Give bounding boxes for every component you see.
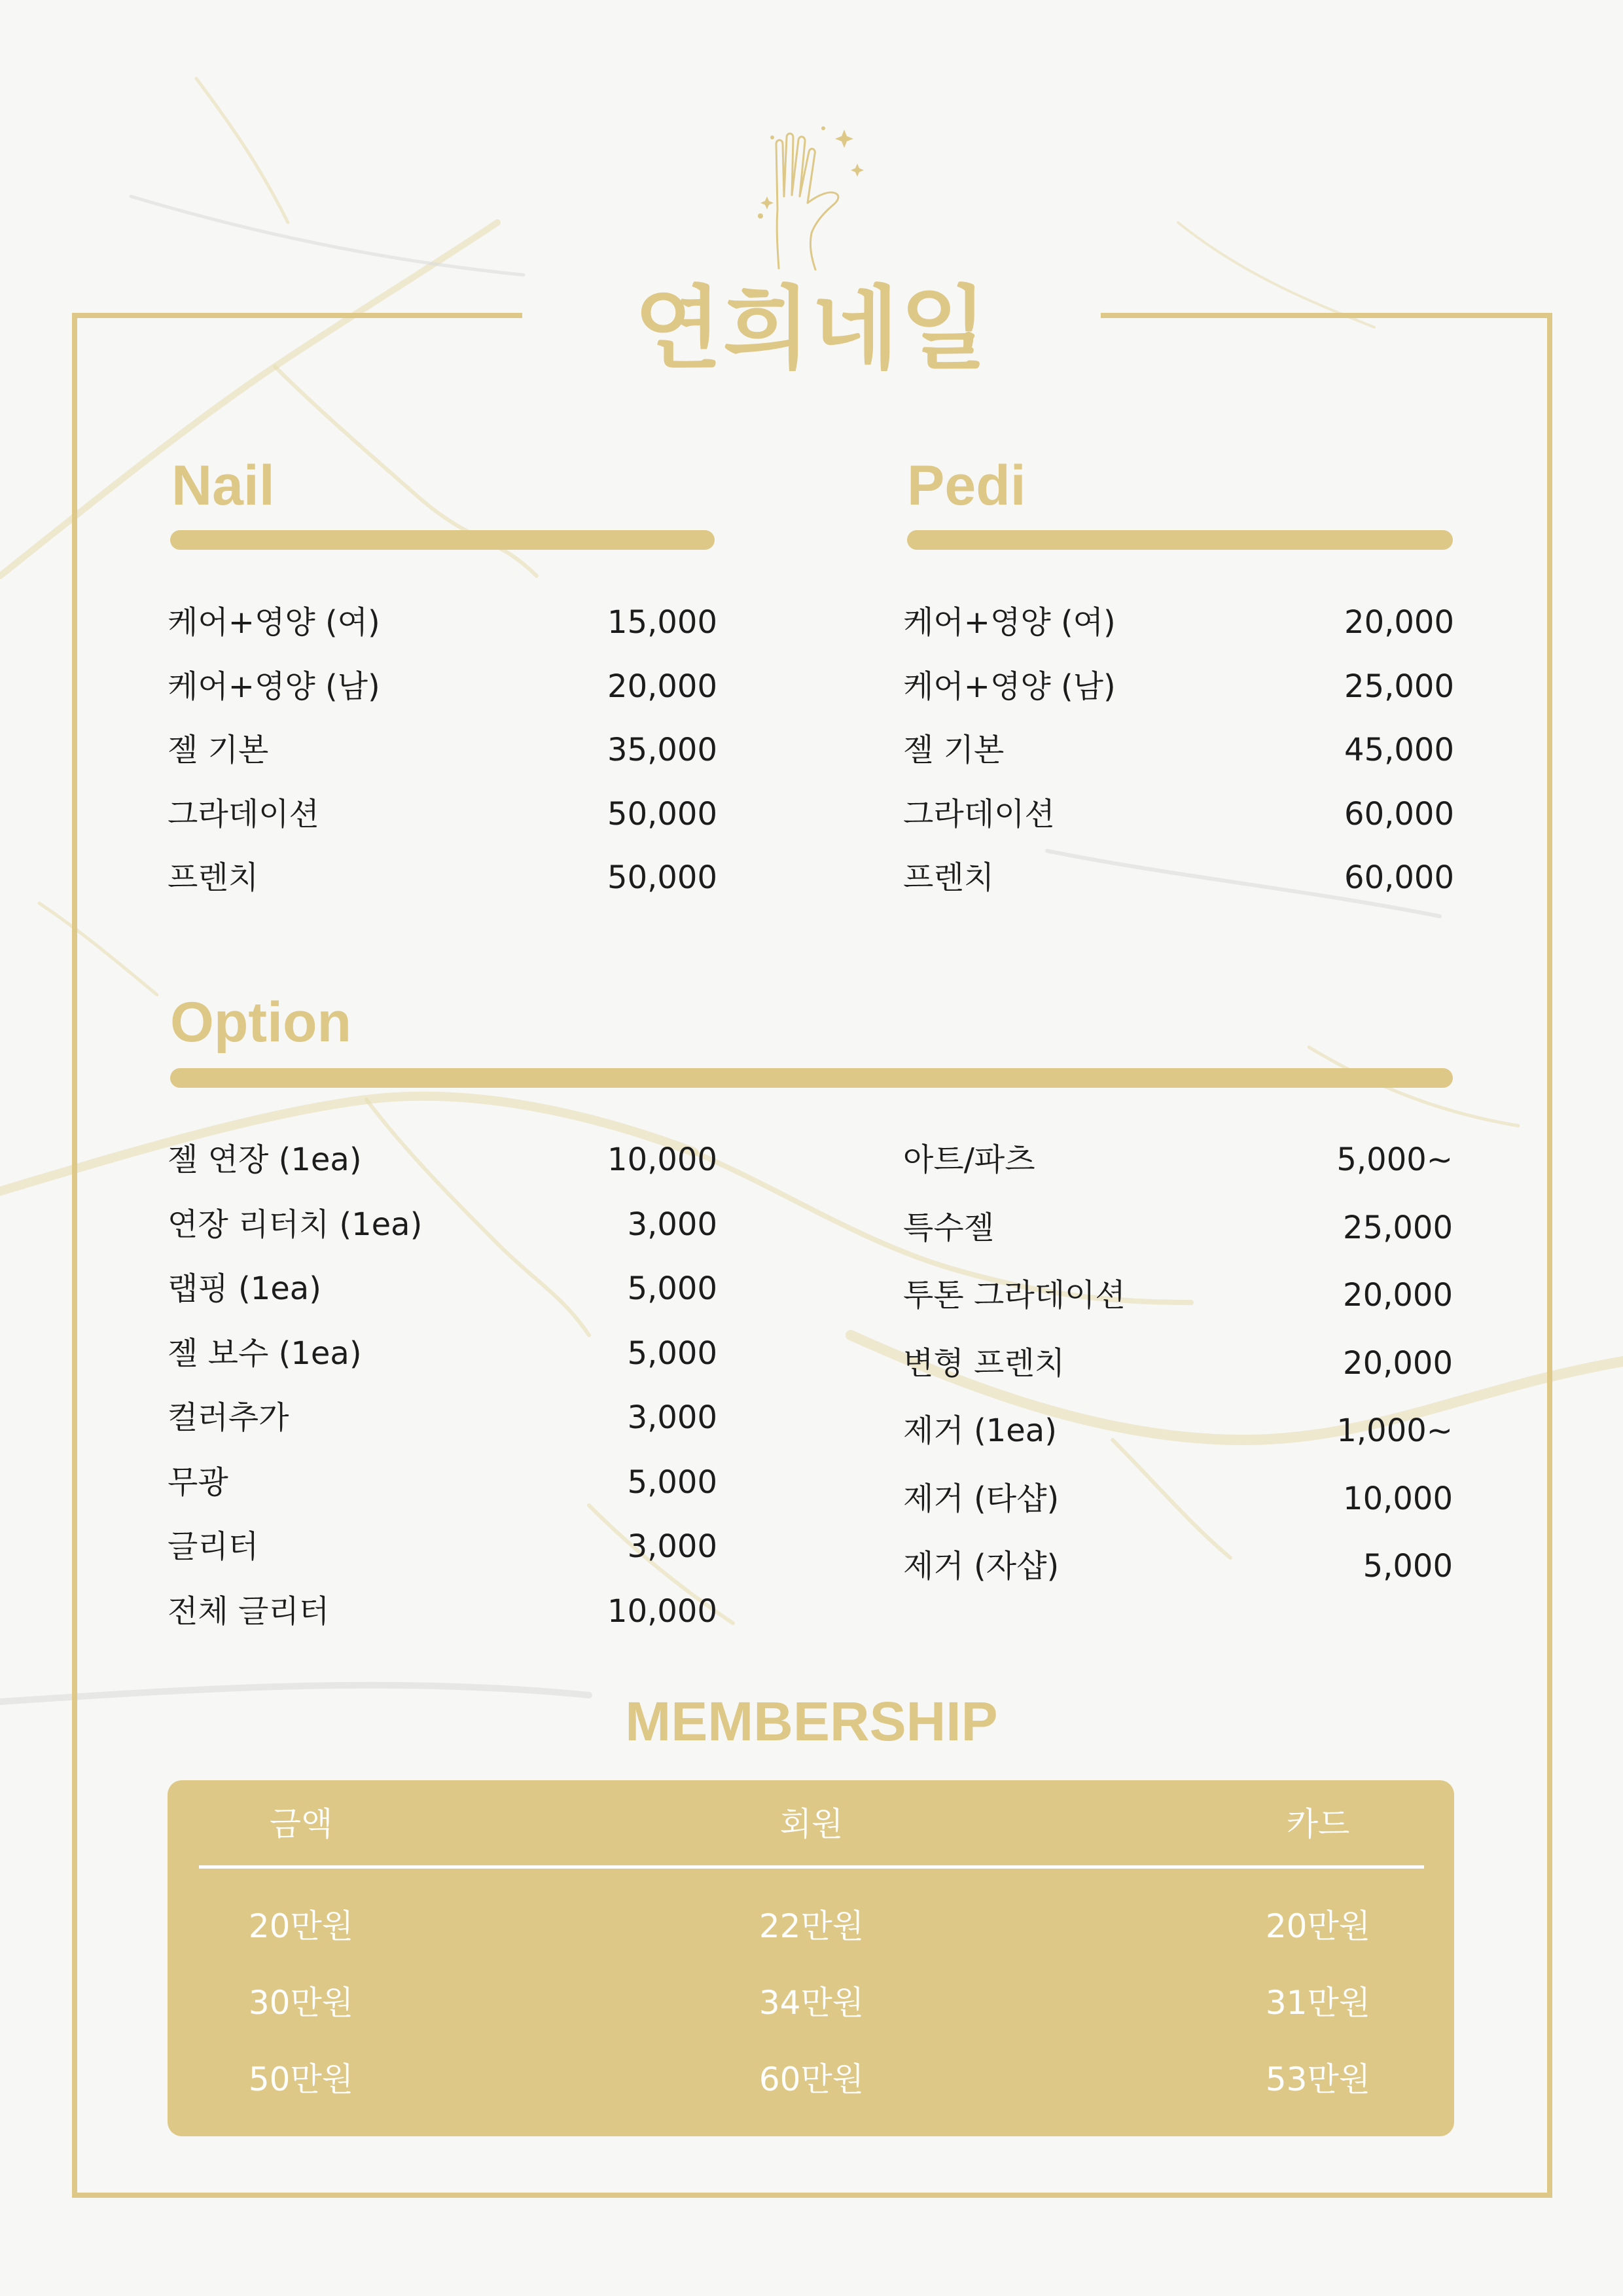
- membership-cell: 53만원: [1265, 2060, 1371, 2098]
- membership-cell: 34만원: [758, 1984, 865, 2022]
- price-row: [168, 791, 717, 837]
- service-price: 3,000: [627, 1206, 717, 1243]
- service-name: 아트/파츠: [903, 1141, 1035, 1178]
- pedi-section-bar: [907, 530, 1453, 550]
- frame-bottom: [72, 2193, 1552, 2198]
- membership-cell: 50만원: [248, 2060, 354, 2098]
- service-price: 5,000: [627, 1270, 717, 1307]
- service-name: 투톤 그라데이션: [903, 1277, 1126, 1314]
- service-name: 그라데이션: [903, 795, 1055, 833]
- service-price: 5,000~: [1336, 1141, 1453, 1178]
- service-name: 제거 (자샵): [903, 1548, 1060, 1585]
- service-price: 1,000~: [1336, 1412, 1453, 1449]
- service-price: 3,000: [627, 1528, 717, 1565]
- nail-section-title: Nail: [171, 454, 275, 517]
- brand-title: 연희네일: [634, 276, 989, 382]
- service-name: 젤 기본: [903, 732, 1005, 768]
- price-row: [168, 1460, 717, 1505]
- price-row: [168, 855, 717, 901]
- service-name: 글리터: [168, 1528, 259, 1565]
- service-name: 케어+영양 (남): [903, 668, 1116, 705]
- service-name: 컬러추가: [168, 1399, 289, 1436]
- price-row: [903, 1408, 1453, 1454]
- price-row: [903, 1340, 1453, 1386]
- price-row: [903, 1137, 1453, 1183]
- price-row: [903, 1543, 1453, 1589]
- service-name: 그라데이션: [168, 795, 319, 833]
- service-name: 케어+영양 (여): [168, 604, 380, 641]
- price-row: [168, 664, 717, 709]
- service-price: 50,000: [607, 795, 717, 833]
- option-section-title: Option: [170, 991, 352, 1054]
- nail-section-bar: [170, 530, 715, 550]
- frame-right: [1547, 313, 1552, 2198]
- service-name: 젤 기본: [168, 732, 269, 768]
- service-price: 50,000: [607, 859, 717, 896]
- pedi-section-title: Pedi: [907, 454, 1026, 517]
- membership-cell: 30만원: [248, 1984, 354, 2022]
- service-price: 20,000: [607, 668, 717, 705]
- price-row: [168, 1266, 717, 1312]
- membership-header-amount: 금액: [269, 1805, 333, 1843]
- price-row: [903, 600, 1454, 645]
- service-name: 무광: [168, 1463, 228, 1501]
- membership-header-card: 카드: [1286, 1805, 1350, 1843]
- membership-cell: 20만원: [248, 1907, 354, 1945]
- price-row: [903, 791, 1454, 837]
- service-price: 25,000: [1344, 668, 1454, 705]
- service-name: 케어+영양 (남): [168, 668, 380, 705]
- service-name: 랩핑 (1ea): [168, 1270, 321, 1307]
- service-price: 3,000: [627, 1399, 717, 1436]
- service-name: 제거 (타샵): [903, 1480, 1060, 1517]
- service-name: 연장 리터치 (1ea): [168, 1206, 423, 1243]
- service-price: 25,000: [1343, 1209, 1453, 1246]
- price-row: [168, 1588, 717, 1634]
- membership-table: [168, 1780, 1454, 2136]
- service-price: 5,000: [1363, 1548, 1453, 1585]
- service-name: 전체 글리터: [168, 1592, 330, 1630]
- service-price: 5,000: [627, 1335, 717, 1372]
- service-price: 5,000: [627, 1463, 717, 1501]
- price-row: [168, 1331, 717, 1376]
- service-name: 변형 프렌치: [903, 1344, 1065, 1382]
- price-row: [168, 1395, 717, 1441]
- service-name: 프렌치: [168, 859, 259, 896]
- service-name: 프렌치: [903, 859, 995, 896]
- membership-cell: 31만원: [1265, 1984, 1371, 2022]
- price-row: [903, 1272, 1453, 1318]
- price-row: [903, 855, 1454, 901]
- price-row: [903, 727, 1454, 773]
- price-row: [168, 1524, 717, 1570]
- service-name: 젤 보수 (1ea): [168, 1335, 362, 1372]
- price-row: [168, 600, 717, 645]
- service-price: 20,000: [1343, 1344, 1453, 1382]
- service-name: 케어+영양 (여): [903, 604, 1116, 641]
- service-name: 제거 (1ea): [903, 1412, 1057, 1449]
- membership-cell: 22만원: [758, 1907, 865, 1945]
- service-name: 젤 연장 (1ea): [168, 1141, 362, 1178]
- service-price: 10,000: [607, 1141, 717, 1178]
- service-name: 특수젤: [903, 1209, 995, 1246]
- price-row: [168, 1137, 717, 1183]
- membership-header-member: 회원: [779, 1805, 844, 1843]
- price-row: [168, 1202, 717, 1247]
- membership-header-rule: [199, 1865, 1424, 1869]
- price-row: [903, 1476, 1453, 1522]
- membership-cell: 60만원: [758, 2060, 865, 2098]
- price-row: [903, 664, 1454, 709]
- service-price: 20,000: [1343, 1277, 1453, 1314]
- service-price: 60,000: [1344, 795, 1454, 833]
- price-row: [168, 727, 717, 773]
- service-price: 45,000: [1344, 732, 1454, 768]
- service-price: 10,000: [607, 1592, 717, 1630]
- service-price: 15,000: [607, 604, 717, 641]
- hand-sparkle-icon: [753, 118, 877, 275]
- service-price: 20,000: [1344, 604, 1454, 641]
- service-price: 60,000: [1344, 859, 1454, 896]
- membership-title: MEMBERSHIP: [625, 1691, 998, 1752]
- membership-cell: 20만원: [1265, 1907, 1371, 1945]
- service-price: 35,000: [607, 732, 717, 768]
- price-row: [903, 1205, 1453, 1251]
- frame-left: [72, 313, 77, 2198]
- option-section-bar: [170, 1068, 1453, 1088]
- service-price: 10,000: [1343, 1480, 1453, 1517]
